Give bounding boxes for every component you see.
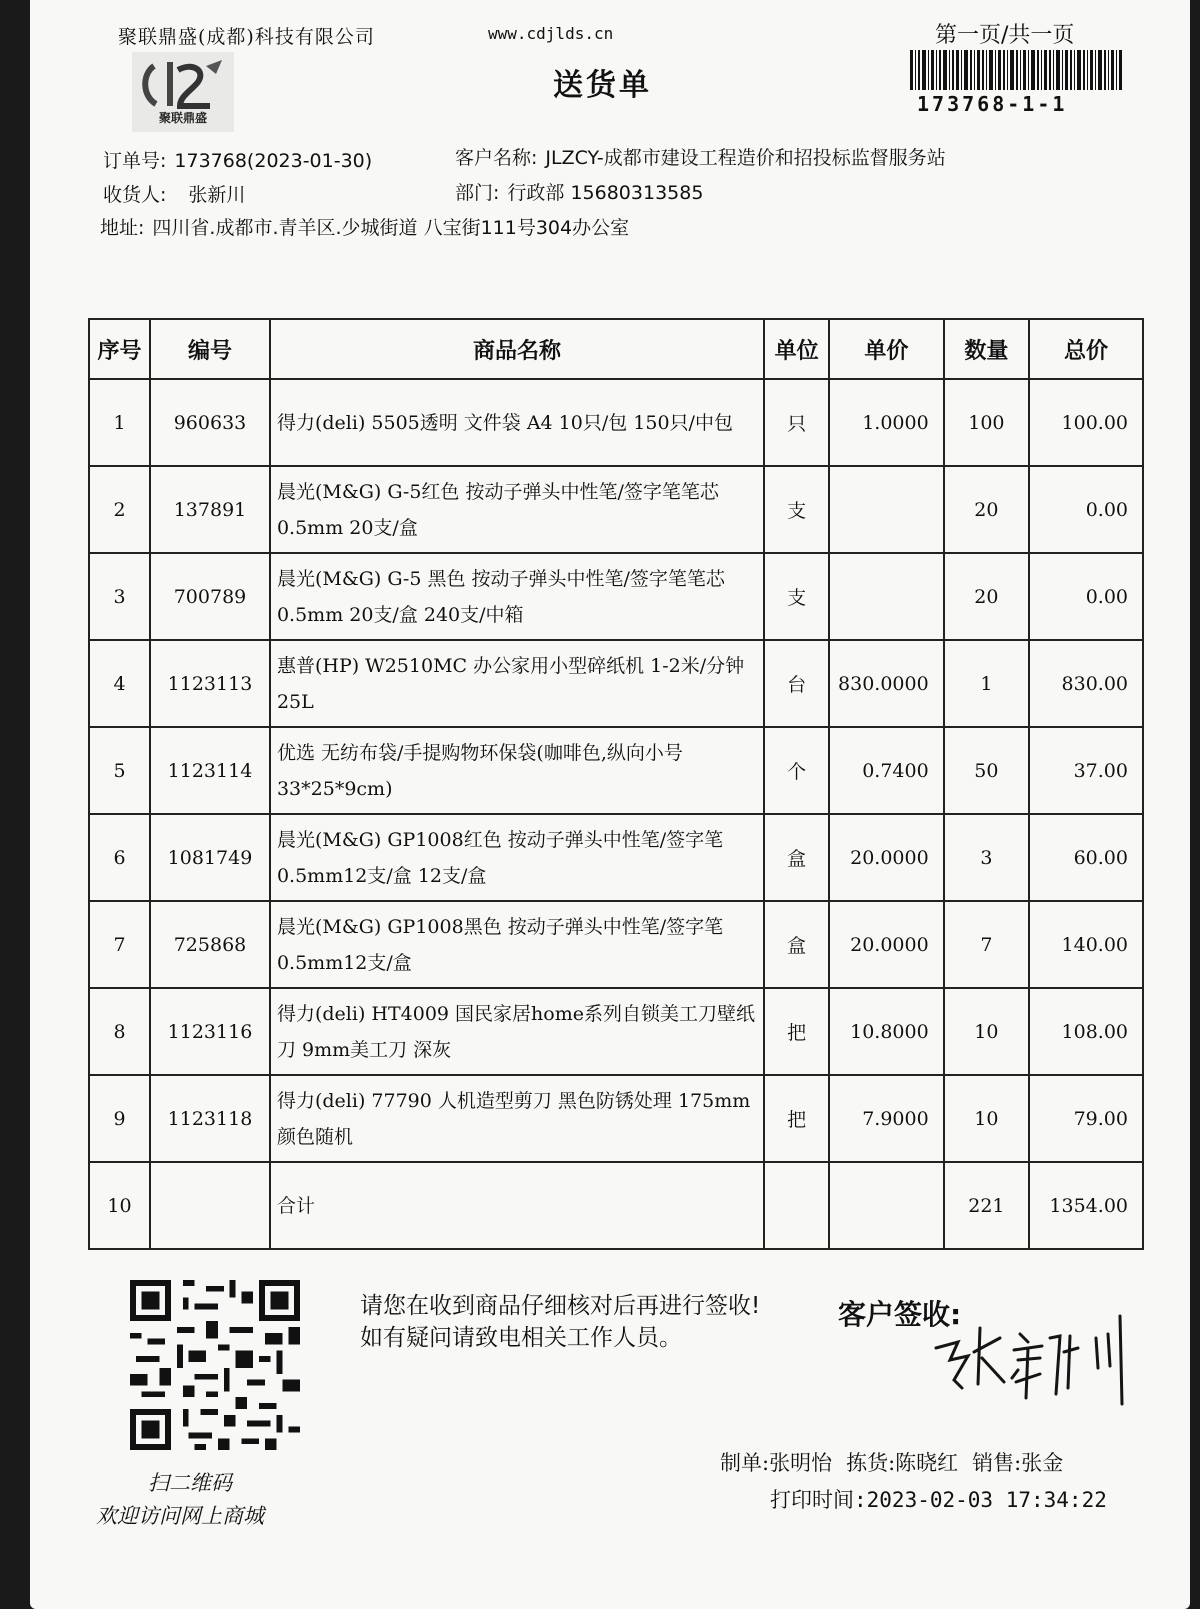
table-total-row	[89, 1162, 1143, 1249]
cell-total: 37.00	[1029, 727, 1143, 814]
cell-total: 100.00	[1029, 379, 1143, 466]
header-code: 编号	[150, 319, 270, 379]
header-qty: 数量	[944, 319, 1029, 379]
page-info: 第一页/共一页	[935, 23, 1075, 48]
address-label: 地址:	[100, 217, 145, 239]
receiver-label: 收货人:	[103, 184, 167, 206]
cell-price: 7.9000	[829, 1075, 944, 1162]
customer-signature	[928, 1308, 1128, 1418]
cell-seq: 2	[89, 466, 150, 553]
cell-name: 晨光(M&G) G-5红色 按动子弹头中性笔/签字笔笔芯0.5mm 20支/盒	[270, 466, 764, 553]
header-name: 商品名称	[270, 319, 764, 379]
customer-label: 客户名称:	[455, 147, 538, 169]
cell-price: 20.0000	[829, 901, 944, 988]
cell-price	[829, 466, 944, 553]
cell-code: 1081749	[150, 814, 270, 901]
order-number: 173768(2023-01-30)	[174, 150, 373, 172]
department-label: 部门:	[455, 182, 500, 204]
header-seq: 序号	[89, 319, 150, 379]
cell-unit: 个	[764, 727, 829, 814]
cell-code	[150, 1162, 270, 1249]
order-number-label: 订单号:	[103, 150, 167, 172]
cell-name: 晨光(M&G) GP1008黑色 按动子弹头中性笔/签字笔0.5mm12支/盒	[270, 901, 764, 988]
table-row	[89, 727, 1143, 814]
cell-qty: 100	[944, 379, 1029, 466]
cell-total: 140.00	[1029, 901, 1143, 988]
cell-total: 60.00	[1029, 814, 1143, 901]
cell-name: 晨光(M&G) GP1008红色 按动子弹头中性笔/签字笔0.5mm12支/盒 12支/盒	[270, 814, 764, 901]
print-time: 打印时间:2023-02-03 17:34:22	[770, 1488, 1107, 1512]
cell-unit: 支	[764, 553, 829, 640]
cell-seq: 7	[89, 901, 150, 988]
staff-line	[720, 1447, 1077, 1477]
cell-seq: 8	[89, 988, 150, 1075]
cell-code: 1123116	[150, 988, 270, 1075]
order-number-line	[103, 146, 372, 173]
cell-price: 10.8000	[829, 988, 944, 1075]
cell-total: 0.00	[1029, 466, 1143, 553]
barcode-number: 173768-1-1	[917, 92, 1068, 116]
document-title: 送货单	[553, 68, 652, 103]
cell-seq: 4	[89, 640, 150, 727]
customer-name: JLZCY-成都市建设工程造价和招投标监督服务站	[545, 147, 946, 169]
cell-name: 晨光(M&G) G-5 黑色 按动子弹头中性笔/签字笔笔芯0.5mm 20支/盒 240支/中箱	[270, 553, 764, 640]
header-total: 总价	[1029, 319, 1143, 379]
cell-code: 1123114	[150, 727, 270, 814]
table-row	[89, 901, 1143, 988]
barcode-icon	[910, 50, 1122, 90]
department-line	[455, 178, 703, 205]
cell-price: 1.0000	[829, 379, 944, 466]
cell-unit: 把	[764, 1075, 829, 1162]
items-table	[88, 318, 1144, 1250]
table-row	[89, 466, 1143, 553]
cell-unit: 支	[764, 466, 829, 553]
cell-total: 0.00	[1029, 553, 1143, 640]
cell-price: 0.7400	[829, 727, 944, 814]
salesperson: 销售:张金	[972, 1451, 1064, 1475]
cell-qty: 1	[944, 640, 1029, 727]
cell-qty: 3	[944, 814, 1029, 901]
cell-name: 惠普(HP) W2510MC 办公家用小型碎纸机 1-2米/分钟 25L	[270, 640, 764, 727]
cell-qty: 7	[944, 901, 1029, 988]
qr-code-icon	[130, 1280, 300, 1450]
qr-caption-scan: 扫二维码	[148, 1471, 232, 1495]
address-line	[100, 213, 629, 240]
table-row	[89, 1075, 1143, 1162]
cell-qty: 20	[944, 466, 1029, 553]
cell-seq: 10	[89, 1162, 150, 1249]
cell-unit: 盒	[764, 814, 829, 901]
cell-seq: 6	[89, 814, 150, 901]
cell-name: 合计	[270, 1162, 764, 1249]
customer-sign-label: 客户签收:	[838, 1298, 962, 1331]
cell-seq: 9	[89, 1075, 150, 1162]
cell-total: 1354.00	[1029, 1162, 1143, 1249]
table-row	[89, 988, 1143, 1075]
cell-qty: 10	[944, 988, 1029, 1075]
cell-code: 700789	[150, 553, 270, 640]
cell-unit	[764, 1162, 829, 1249]
cell-unit: 把	[764, 988, 829, 1075]
receiver-line	[103, 180, 245, 207]
cell-code: 137891	[150, 466, 270, 553]
cell-code: 1123113	[150, 640, 270, 727]
table-row	[89, 553, 1143, 640]
cell-name: 得力(deli) 77790 人机造型剪刀 黑色防锈处理 175mm 颜色随机	[270, 1075, 764, 1162]
cell-qty: 221	[944, 1162, 1029, 1249]
table-row	[89, 379, 1143, 466]
cell-seq: 1	[89, 379, 150, 466]
cell-code: 1123118	[150, 1075, 270, 1162]
address: 四川省.成都市.青羊区.少城街道 八宝街111号304办公室	[152, 217, 630, 239]
svg-text:聚联鼎盛: 聚联鼎盛	[158, 111, 208, 125]
qr-caption-welcome: 欢迎访问网上商城	[96, 1504, 264, 1528]
cell-code: 725868	[150, 901, 270, 988]
table-row	[89, 814, 1143, 901]
header-price: 单价	[829, 319, 944, 379]
cell-qty: 10	[944, 1075, 1029, 1162]
table-row	[89, 640, 1143, 727]
cell-unit: 只	[764, 379, 829, 466]
cell-unit: 台	[764, 640, 829, 727]
cell-total: 79.00	[1029, 1075, 1143, 1162]
cell-price	[829, 553, 944, 640]
company-logo-icon	[132, 52, 234, 132]
cell-name: 得力(deli) HT4009 国民家居home系列自锁美工刀壁纸刀 9mm美工刀 深灰	[270, 988, 764, 1075]
company-name: 聚联鼎盛(成都)科技有限公司	[118, 26, 375, 48]
header-unit: 单位	[764, 319, 829, 379]
cell-name: 得力(deli) 5505透明 文件袋 A4 10只/包 150只/中包	[270, 379, 764, 466]
table-header-row	[89, 319, 1143, 379]
cell-qty: 50	[944, 727, 1029, 814]
picker: 拣货:陈晓红	[846, 1451, 959, 1475]
cell-price: 830.0000	[829, 640, 944, 727]
maker: 制单:张明怡	[720, 1451, 833, 1475]
cell-price: 20.0000	[829, 814, 944, 901]
cell-total: 830.00	[1029, 640, 1143, 727]
cell-seq: 3	[89, 553, 150, 640]
cell-total: 108.00	[1029, 988, 1143, 1075]
cell-qty: 20	[944, 553, 1029, 640]
cell-seq: 5	[89, 727, 150, 814]
customer-line	[455, 143, 946, 170]
cell-price	[829, 1162, 944, 1249]
cell-name: 优选 无纺布袋/手提购物环保袋(咖啡色,纵向小号33*25*9cm)	[270, 727, 764, 814]
cell-unit: 盒	[764, 901, 829, 988]
receiver-name: 张新川	[188, 184, 246, 206]
cell-code: 960633	[150, 379, 270, 466]
receipt-notice: 请您在收到商品仔细核对后再进行签收!如有疑问请致电相关工作人员。	[360, 1293, 761, 1351]
company-website: www.cdjlds.cn	[488, 24, 614, 43]
department: 行政部 15680313585	[507, 182, 704, 204]
